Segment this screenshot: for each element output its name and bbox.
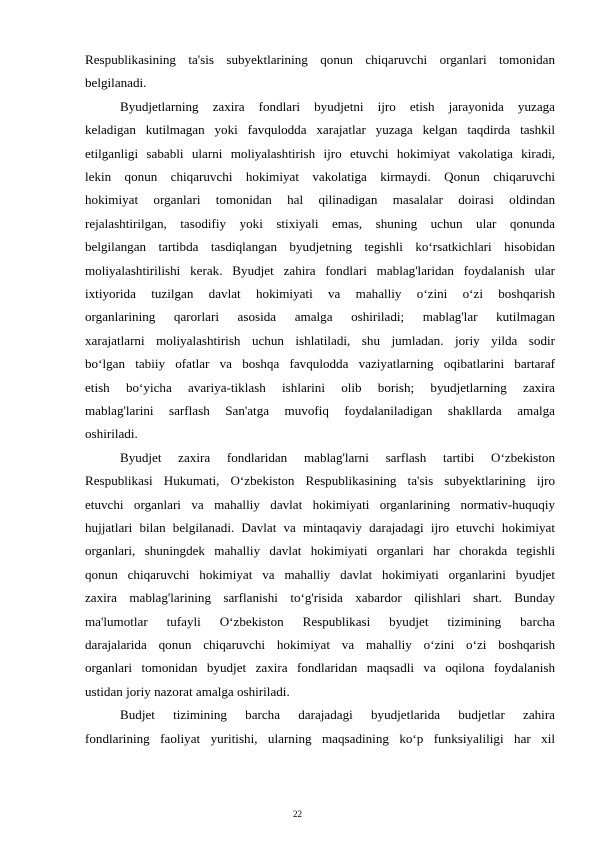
- text-line: ustidan joriy nazorat amalga oshiriladi.: [85, 683, 290, 699]
- text-line: organlari, shuningdek mahalliy davlat hokimiyati organlari har chorakda tegishli: [85, 543, 555, 559]
- text-line: Byudjetlarning zaxira fondlari byudjetni ijro etish jarayonida yuzaga: [120, 98, 555, 114]
- text-line: ma'lumotlar tufayli O‘zbekiston Respublikasi byudjet tizimining barcha: [85, 613, 555, 629]
- text-line: Respublikasi Hukumati, O‘zbekiston Respublikasining ta'sis subyektlarining ijro: [85, 473, 555, 489]
- text-line: hujjatlari bilan belgilanadi. Davlat va mintaqaviy darajadagi ijro etuvchi hokimiyat: [85, 520, 555, 535]
- text-line: fondlarining faoliyat yuritishi, ularning maqsadining ko‘p funksiyaliligi har xil: [85, 730, 555, 746]
- text-line: Respublikasining ta'sis subyektlarining qonun chiqaruvchi organlari tomonidan: [85, 52, 555, 67]
- text-line: Byudjet zaxira fondlaridan mablag'larni sarflash tartibi O‘zbekiston: [120, 449, 555, 465]
- text-line: organlari tomonidan byudjet zaxira fondlaridan maqsadli va oqilona foydalanish: [85, 660, 555, 676]
- text-line: organlarining qarorlari asosida amalga oshiriladi; mablag'lar kutilmagan: [85, 309, 555, 325]
- text-line: zaxira mablag'larining sarflanishi to‘g'risida xabardor qilishlari shart. Bunday: [85, 590, 555, 606]
- text-line: moliyalashtirilishi kerak. Byudjet zahira fondlari mablag'laridan foydalanish ular: [85, 262, 555, 278]
- text-line: oshiriladi.: [85, 426, 138, 442]
- text-line: etilganligi sababli ularni moliyalashtirish ijro etuvchi hokimiyat vakolatiga kiradi,: [85, 145, 555, 161]
- text-line: qonun chiqaruvchi hokimiyat va mahalliy davlat hokimiyati organlarini byudjet: [85, 566, 555, 582]
- text-line: rejalashtirilgan, tasodifiy yoki stixiyali emas, shuning uchun ular qonunda: [85, 215, 555, 231]
- text-line: Budjet tizimining barcha darajadagi byudjetlarida budjetlar zahira: [120, 707, 555, 723]
- text-line: etish bo‘yicha avariya-tiklash ishlarini olib borish; byudjetlarning zaxira: [85, 379, 555, 395]
- text-line: bo‘lgan tabiiy ofatlar va boshqa favqulodda vaziyatlarning oqibatlarini bartaraf: [85, 356, 555, 372]
- text-line: etuvchi organlari va mahalliy davlat hokimiyati organlarining normativ-huquqiy: [85, 496, 555, 512]
- text-line: xarajatlarni moliyalashtirish uchun ishlatiladi, shu jumladan. joriy yilda sodir: [85, 332, 555, 348]
- page-number: 22: [293, 809, 302, 819]
- text-line: mablag'larini sarflash San'atga muvofiq foydalaniladigan shakllarda amalga: [85, 403, 555, 418]
- text-line: darajalarida qonun chiqaruvchi hokimiyat va mahalliy o‘zini o‘zi boshqarish: [85, 637, 555, 652]
- text-line: belgilanadi.: [85, 75, 147, 91]
- text-line: lekin qonun chiqaruvchi hokimiyat vakolatiga kirmaydi. Qonun chiqaruvchi: [85, 169, 555, 184]
- text-line: hokimiyat organlari tomonidan hal qilinadigan masalalar doirasi oldindan: [85, 192, 555, 208]
- text-line: ixtiyorida tuzilgan davlat hokimiyati va mahalliy o‘zini o‘zi boshqarish: [85, 286, 555, 301]
- text-line: belgilangan tartibda tasdiqlangan byudjetning tegishli ko‘rsatkichlari hisobidan: [85, 239, 555, 255]
- text-line: keladigan kutilmagan yoki favqulodda xarajatlar yuzaga kelgan taqdirda tashkil: [85, 122, 555, 138]
